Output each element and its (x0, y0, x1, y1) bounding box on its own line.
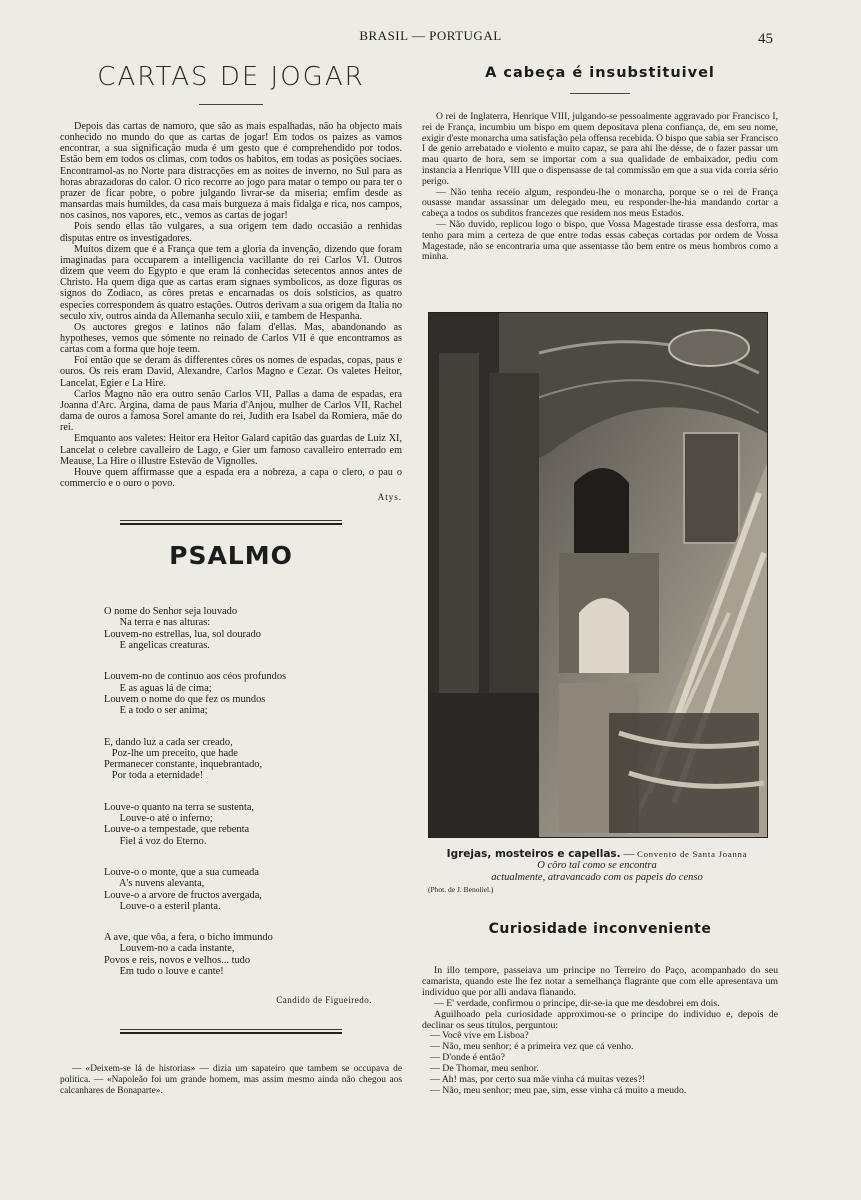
dialogue-line: — Ah! mas, por certo sua mãe vinha cá muitas vezes?! (430, 1074, 646, 1086)
section-divider (120, 520, 342, 525)
dialogue-line: — Não, meu senhor; meu pae, sim, esse vinha cá muito a meudo. (430, 1084, 687, 1096)
poem-line: E, dando luz a cada ser creado, (104, 736, 233, 748)
poem-line: Poz-lhe um preceito, que hade (104, 747, 238, 759)
poem-line: O nome do Senhor seja louvado (104, 606, 238, 618)
curiosidade-paragraph: In illo tempore, passeiava um principe no Terreiro do Paço, acompanhado do seu camarista, quando este lhe fez notar a semelhança flagrante que com elle apresentava um individuo que por alli andava flanando. (422, 965, 778, 998)
dialogue-line: — Você vive em Lisboa? (430, 1030, 529, 1042)
cartas-paragraph: Os auctores gregos e latinos não falam d'ellas. Mas, abandonando as hypotheses, vemos que sómente no reinado de Carlos VII é que encontramos as cartas com a forma que hoje teem. (60, 321, 402, 356)
curiosidade-article (422, 966, 778, 1097)
stanza (104, 802, 402, 847)
poem-line: Louve-o o monte, que a sua cumeada (104, 866, 259, 878)
stanza (104, 737, 402, 782)
psalmo-poem (60, 606, 402, 977)
cartas-paragraph: Depois das cartas de namoro, que são as mais espalhadas, não ha objecto mais conhecido no mundo do que as cartas de jogar! Em todos os paizes as vamos encontrar, a sua significação muda é um gesto que é comprehendido por todos. Estão bem em todos os climas, com todos os habitos, em todas as posições sociaes. Encontramol-as no Norte para distracções em as noites de inverno, no Sul para as horas abrazadoras do calor. O rico recorre ao jogo para matar o tempo ou para ter o prazer de ficar pobre, o pobre julgando livrar-se da miseria; emfim desde as mansardas mais humildes, da casa mais burgueza á mais fidalga e rica, nos campos, nos casinos, nos vapores, etc., vemos as cartas de jogar! (60, 121, 402, 222)
cartas-paragraph: Emquanto aos valetes: Heitor era Heitor Galard capitão das guardas de Luiz XI, Lancelat o celebre cavalleiro de Lago, e Gier um famoso cavalleiro enterrado em Meause, La Hire o illustre Estevão de Vignolles. (60, 433, 402, 467)
cartas-paragraph: Pois sendo ellas tão vulgares, a sua origem tem dado occasião a renhidas disputas entre os investigadores. (60, 221, 402, 244)
running-title: BRASIL — PORTUGAL (359, 28, 502, 43)
poem-line: E as aguas lá de cima; (104, 682, 212, 694)
cartas-article (60, 121, 402, 489)
poem-line: A's nuvens alevanta, (104, 878, 205, 890)
caption-subtitle: actualmente, atravancado com os papeis do censo (491, 872, 703, 883)
photo-credit: (Phot. de J. Benoliel.) (428, 885, 494, 894)
poem-line: Louve-o até o inferno; (104, 813, 213, 825)
stanza (104, 671, 402, 716)
poem-line: E angelicas creaturas. (104, 640, 210, 652)
left-column (60, 58, 402, 1097)
psalmo-title: PSALMO (169, 541, 293, 571)
stanza (104, 932, 402, 977)
poem-line: E a todo o ser anima; (104, 705, 208, 717)
stanza (104, 606, 402, 651)
cartas-paragraph: Foi então que se deram ás differentes côres os nomes de espadas, copas, paus e ouros. Os reis eram David, Alexandre, Carlos Magno e Cezar. Os valetes Heitor, Lancelat, Egier e La Hire. (60, 355, 402, 389)
photo-caption (428, 848, 766, 894)
cartas-signature: Atys. (377, 492, 402, 503)
cabeca-article (422, 112, 778, 263)
cabeca-title: A cabeça é insubstituivel (485, 65, 715, 81)
title-divider (199, 104, 263, 105)
poem-line: Permanecer constante, inquebrantado, (104, 759, 263, 771)
poem-line: Na terra e nas alturas: (104, 617, 211, 629)
dialogue-line: — D'onde é então? (430, 1052, 505, 1064)
poem-line: Louve-o a tempestade, que rebenta (104, 824, 250, 836)
cartas-paragraph: Houve quem affirmasse que a espada era a nobreza, a capa o clero, o pau o commercio e o ouro o povo. (60, 466, 402, 489)
caption-heading: Igrejas, mosteiros e capellas. (446, 848, 621, 860)
poem-line: Louvem-no de continuo aos céos profundos (104, 671, 287, 683)
section-divider (120, 1029, 342, 1034)
poem-line: A ave, que vôa, a fera, o bicho immundo (104, 932, 273, 944)
dialogue-line: — Não, meu senhor; é a primeira vez que cá venho. (430, 1041, 634, 1053)
psalmo-signature: Candido de Figueiredo. (276, 995, 372, 1006)
cartas-paragraph: Carlos Magno não era outro senão Carlos VII, Pallas a dama de espadas, era Joanna d'Arc. Argina, dama de paus Maria d'Anjou, mulher de Carlos VII, Rachel dama de ouros a famosa Sorel amante do rei, Judith era Isabel da Romiera, mãe do rei. (60, 388, 402, 434)
caption-place: Convento de Santa Joanna (637, 849, 748, 859)
poem-line: Louvem-no a cada instante, (104, 943, 235, 955)
choir-illustration (429, 313, 767, 837)
cartas-title: CARTAS DE JOGAR (97, 62, 365, 92)
caption-subtitle: O côro tal como se encontra (537, 860, 657, 871)
poem-line: Em tudo o louve e cante! (104, 965, 224, 977)
cartas-paragraph: Muitos dizem que é a França que tem a gloria da invenção, dizendo que foram imaginadas para occuparem a intelligencia vacillante do rei Carlos VI. Outros dizem que veem do Egypto e que eram lá conhecidas setecentos annos antes de Christo. Ha quem diga que as cartas eram signaes symbolicos, as doze figuras os signos do Zodiaco, as côres pretas e encarnadas os dois solsticios, as quatro especies correspondem ás quatro estações. Outros derivam a sua origem da Italia no seculo xiv, outros ainda da Allemanha seculo xiii, e tambem de Hespanha. (60, 243, 403, 322)
stanza (104, 867, 402, 912)
poem-line: Louve-o quanto na terra se sustenta, (104, 801, 255, 813)
curiosidade-paragraph: — E' verdade, confirmou o principe, dir-se-ia que me desdobrei em dois. (434, 997, 720, 1009)
right-column (422, 58, 778, 263)
dialogue-line: — De Thomar, meu senhor. (430, 1063, 539, 1075)
poem-line: Louve-o a arvore de fructos avergada, (104, 889, 262, 901)
poem-line: Louvem-no estrellas, lua, sol dourado (104, 628, 261, 640)
poem-line: Povos e reis, novos e velhos... tudo (104, 954, 251, 966)
page-number: 45 (758, 31, 773, 47)
cabeca-paragraph: — Não tenha receio algum, respondeu-lhe o monarcha, porque se o rei de França ousasse mandar assassinar um delegado meu, eu responder-lhe-hia mandando cortar a cabeça a todos os subditos francezes que residem nos meus Estados. (422, 186, 778, 220)
poem-line: Louve-o a esteril planta. (104, 900, 221, 912)
caption-line: Igrejas, mosteiros e capellas. — Convento de Santa Joanna (446, 848, 748, 860)
cabeca-paragraph: O rei de Inglaterra, Henrique VIII, julgando-se pessoalmente aggravado por Francisco I, rei de França, incumbiu um bispo em quem depositava plena confiança, de, em seu nome, exigir d'este monarcha uma satisfação pela offensa recebida. O bispo que sabia ser Francisco I de genio arrebatado e violento e muito capaz, se para ahi lhe désse, de o fazer passar um mau quarto de hora, sem se importar com a sua qualidade de embaixador, pediu com instancia a Henrique VIII que o dispensasse de tal commissão em que a sua vida corria sério perigo. (422, 111, 778, 187)
church-choir-photo (428, 312, 768, 838)
cabeca-paragraph: — Não duvido, replicou logo o bispo, que Vossa Magestade tirasse essa desforra, mas tenho para mim a certeza de que entre todas essas cabeças cortadas por ordem de Vossa Magestade, não se encontraria uma que assentasse tão bem entre os meus hombros como a minha. (422, 218, 778, 263)
curiosidade-paragraph: Aguilhoado pela curiosidade approximou-se o principe do individuo e, depois de declinar os seus titulos, perguntou: (422, 1008, 778, 1031)
anecdote-quote: — «Deixem-se lá de historias» — dizia um sapateiro que tambem se occupava de politica. — «Napoleão foi um grande homem, mas assim mesmo ainda não chegou aos calcanhares de Bonaparte». (60, 1064, 402, 1097)
curiosidade-title: Curiosidade inconveniente (488, 921, 712, 937)
poem-line: Por toda a eternidade! (104, 770, 204, 782)
poem-line: Louvem o nome do que fez os mundos (104, 693, 266, 705)
poem-line: Fiel á voz do Eterno. (104, 835, 207, 847)
title-divider (570, 93, 630, 94)
